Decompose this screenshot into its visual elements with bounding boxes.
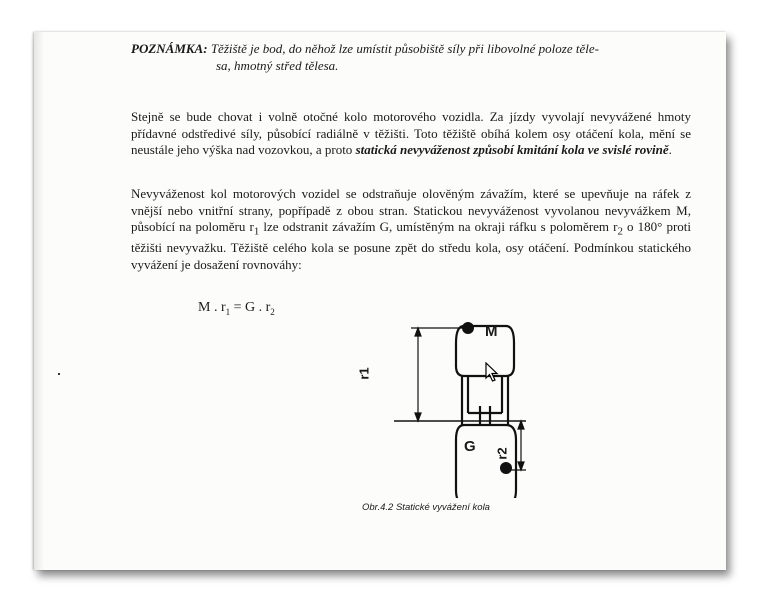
note-line-2: sa, hmotný střed tělesa. xyxy=(216,58,339,73)
wheel-drawing xyxy=(356,288,526,498)
note-label: POZNÁMKA: xyxy=(131,41,208,56)
mass-m-label: M xyxy=(485,323,498,340)
mass-g-label: G xyxy=(464,438,476,455)
scan-speck xyxy=(58,373,60,375)
mouse-pointer-icon xyxy=(485,362,499,382)
paragraph-2-sub1: 1 xyxy=(253,225,260,238)
radius-r1-label: r1 xyxy=(356,367,372,380)
paragraph-2-a: Nevyváženost kol motorových vozidel se odstraňuje olověným závažím, které se upevňuje na ráfek z vnější nebo vnitřní strany, popřípadě z obou stran. Statickou nevyváženost vyvolanou nevyvážkem M, působící na poloměru r xyxy=(131,186,691,234)
paragraph-2 xyxy=(131,186,691,273)
paragraph-2-b: lze odstranit závažím G, umístěným na okraji ráfku s poloměrem r xyxy=(259,219,618,234)
wheel-diagram xyxy=(356,288,526,498)
formula-left: M . r xyxy=(198,300,226,315)
radius-r2-label: r2 xyxy=(494,447,510,460)
note-block xyxy=(131,40,691,74)
paragraph-1-end: . xyxy=(668,142,672,157)
paragraph-1-text: Stejně se bude chovat i volně otočné kolo motorového vozidla. Za jízdy vyvolají nevyvážené hmoty přídavné odstředivé síly, působící radiálně v těžišti. Toto těžiště obíhá kolem osy otáčení kola, mění se neustále jeho výška nad vozovkou, a proto xyxy=(131,109,691,157)
formula-sub-right: 2 xyxy=(270,306,275,317)
paragraph-2-sub2: 2 xyxy=(617,225,623,238)
paragraph-2-c: o 180° proti těžišti nevyvažku. Těžiště celého kola se posune zpět do středu kola, osy otáčení. Podmínkou statického vyvážení je dosažení rovnováhy: xyxy=(131,219,691,272)
figure-caption: Obr.4.2 Statické vyvážení kola xyxy=(362,502,490,513)
balance-formula xyxy=(198,300,275,317)
formula-sub-left: 1 xyxy=(225,306,231,317)
note-line-1: Těžiště je bod, do něhož lze umístit působiště síly při libovolné poloze těle- xyxy=(210,41,599,56)
formula-mid: = G . r xyxy=(230,300,271,315)
paragraph-1 xyxy=(131,109,691,159)
paragraph-1-emphasis: statická nevyváženost způsobí kmitání kola ve svislé rovině xyxy=(355,142,669,157)
